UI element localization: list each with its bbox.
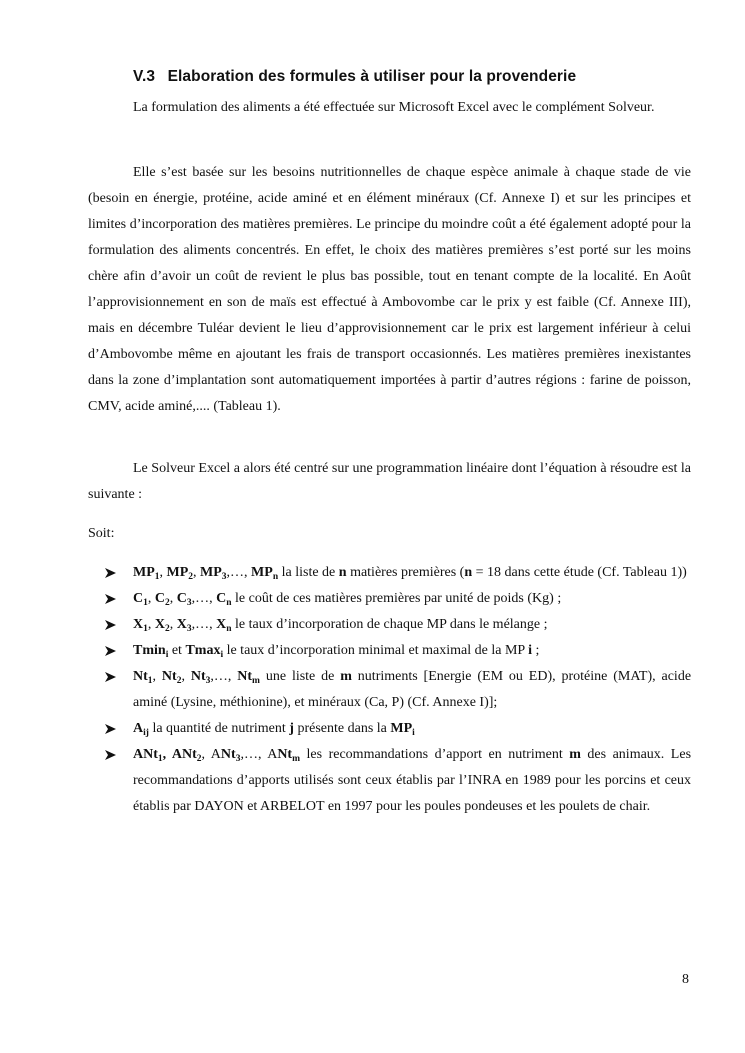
list-item: $C_1$, $C_2$, $C_3,\dots$, $C_n$ le coût de ces matières premières par unité de poids (Kg) ; [105,586,691,612]
paragraph-intro: La formulation des aliments a été effectuée sur Microsoft Excel avec le complément Solveur. [133,100,655,115]
section-number: V.3 [133,68,156,85]
variable-list [105,560,691,820]
arrow-bullet-icon [105,742,119,768]
arrow-bullet-icon [105,612,119,638]
arrow-bullet-icon [105,560,119,586]
arrow-bullet-icon [105,638,119,664]
arrow-bullet-icon [105,586,119,612]
list-item: $MP_1$, $MP_2$, $MP_3,\dots$, $MP_n$ la liste de n matières premières (n = 18 dans cette étude (Cf. Tableau 1)) [105,560,691,586]
soit-label: Soit: [88,526,115,541]
list-item: $X_1$, $X_2$, $X_3,\dots$, $X_n$ le taux d’incorporation de chaque MP dans le mélange ; [105,612,691,638]
list-item: $A_{ij}$ la quantité de nutriment j présente dans la $MP_i$ [105,716,691,742]
list-item: Tmin$_i$ et Tmax$_i$ le taux d’incorporation minimal et maximal de la MP i ; [105,638,691,664]
list-item: ANt$_1$, ANt$_2$, ANt$_3$,…, ANt$_m$ les recommandations d’apport en nutriment m des animaux. Les recommandations d’apports utilisés sont ceux établis par l’INRA en 1989 pour les porcins et ceux établis par DAYON et ARBELOT en 1997 pour les poules pondeuses et les poulets de chair. [105,742,691,820]
list-item: $Nt_1$, $Nt_2$, $Nt_3,\dots$, $Nt_m$ une liste de m nutriments [Energie (EM ou ED), protéine (MAT), acide aminé (Lysine, méthionine), et minéraux (Ca, P) (Cf. Annexe I)]; [105,664,691,716]
section-title: Elaboration des formules à utiliser pour la provenderie [167,68,577,85]
section-heading [133,68,576,86]
arrow-bullet-icon [105,664,119,690]
paragraph-body: Elle s’est basée sur les besoins nutritionnelles de chaque espèce animale à chaque stade de vie (besoin en énergie, protéine, acide aminé et en élément minéraux (Cf. Annexe I) et sur les principes et limites d’incorporation des matières premières. Le principe du moindre coût a été également adopté pour la formulation des aliments concentrés. En effet, le choix des matières premières s’est porté sur les moins chère afin d’avoir un coût de revient le plus bas possible, tout en tenant compte de la localité. En Août l’approvisionnement en son de maïs est effectué à Ambovombe car le prix y est faible (Cf. Annexe III), mais en décembre Tuléar devient le lieu d’approvisionnement car le prix est largement inférieur à celui d’Ambovombe même en ajoutant les frais de transport occasionnés. Les matières premières inexistantes dans la zone d’implantation sont automatiquement importées à partir d’autres régions : farine de poisson, CMV, acide aminé,.... (Tableau 1). [88,165,691,414]
paragraph-solveur: Le Solveur Excel a alors été centré sur une programmation linéaire dont l’équation à résoudre est la suivante : [88,461,691,502]
arrow-bullet-icon [105,716,119,742]
page-number: 8 [682,972,689,987]
